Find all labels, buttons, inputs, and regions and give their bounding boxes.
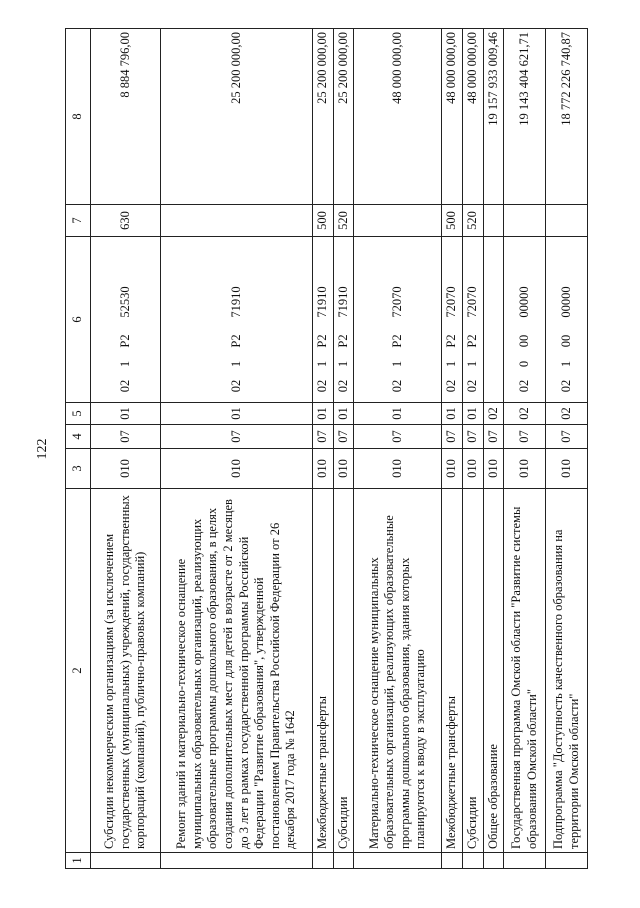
code-subsection: 02 [504,403,546,425]
target-code-part: 71910 [315,286,329,318]
header-cell: 1 [66,853,91,869]
expense-type-code: 500 [313,205,334,237]
code-admin: 010 [442,449,463,489]
amount-cell: 8 884 796,00 [91,29,161,205]
target-code-part: P2 [228,334,243,348]
target-article-code [442,237,463,403]
amount-cell: 25 200 000,00 [333,29,354,205]
target-article-code [483,237,504,403]
code-section: 07 [442,425,463,449]
code-subsection: 01 [161,403,313,425]
page-number: 122 [35,438,50,460]
target-code-part: 02 [117,379,132,393]
target-code-part: 02 [444,379,459,393]
table-row [354,29,442,869]
row-name: Общее образование [483,489,504,853]
code-admin: 010 [313,449,334,489]
target-article-code [546,237,588,403]
amount-cell: 25 200 000,00 [161,29,313,205]
target-code-part: 72070 [464,286,479,318]
table-body [91,29,588,869]
blank-cell [354,853,442,869]
header-cell: 3 [66,449,91,489]
code-section: 07 [483,425,504,449]
expense-type-code [161,205,313,237]
table-row [91,29,161,869]
code-section: 07 [504,425,546,449]
target-code-part: P2 [117,334,132,348]
header-cell: 7 [66,205,91,237]
code-subsection: 01 [442,403,463,425]
target-code-part: 52530 [117,286,132,318]
target-code-part: 00 [558,334,573,348]
code-section: 07 [91,425,161,449]
amount-cell: 48 000 000,00 [442,29,463,205]
target-code-part: P2 [464,334,479,348]
target-article-code [91,237,161,403]
amount-cell: 48 000 000,00 [462,29,483,205]
amount-cell: 25 200 000,00 [313,29,334,205]
target-code-part: 0 [516,360,531,368]
blank-cell [333,853,354,869]
header-cell: 5 [66,403,91,425]
target-code-part: P2 [315,334,329,348]
code-subsection: 01 [462,403,483,425]
amount-cell: 19 157 933 009,46 [483,29,504,205]
code-admin: 010 [354,449,442,489]
row-name: Субсидии [462,489,483,853]
blank-cell [483,853,504,869]
header-cell: 2 [66,489,91,853]
code-admin: 010 [546,449,588,489]
row-name: Субсидии [333,489,354,853]
row-name: Государственная программа Омской области "Развитие системы образования Омской области" [504,489,546,853]
amount-cell: 48 000 000,00 [354,29,442,205]
code-subsection: 01 [333,403,354,425]
row-name: Межбюджетные трансферты [313,489,334,853]
blank-cell [442,853,463,869]
amount-cell: 19 143 404 621,71 [504,29,546,205]
target-code-part: 72070 [444,286,459,318]
target-code-part: 1 [335,360,350,368]
target-code-part: 02 [335,379,350,393]
expense-type-code: 520 [462,205,483,237]
target-article-code [504,237,546,403]
table-row [333,29,354,869]
expense-type-code: 630 [91,205,161,237]
target-article-code [313,237,334,403]
target-code-part: 00000 [516,286,531,318]
code-subsection: 02 [483,403,504,425]
rotated-sheet [35,29,581,869]
target-code-part: 00 [516,334,531,348]
expense-type-code: 500 [442,205,463,237]
row-name: Подпрограмма "Доступность качественного образования на территории Омской области" [546,489,588,853]
amount-cell: 18 772 226 740,87 [546,29,588,205]
table-row [483,29,504,869]
code-section: 07 [462,425,483,449]
table-row [442,29,463,869]
target-code-part: 1 [228,360,243,368]
expense-type-code [354,205,442,237]
target-code-part: 02 [558,379,573,393]
target-code-part: 02 [464,379,479,393]
table-row [161,29,313,869]
blank-cell [161,853,313,869]
code-admin: 010 [91,449,161,489]
row-name: Ремонт зданий и материально-техническое оснащение муниципальных образовательных организаций, реализующих образовательные программы дошкольного образования, в целях создания дополнительных мест для детей в возрасте от 2 месяцев до 3 лет в рамках государственной программы Российской Федерации "Развитие образования", утвержденной постановлением Правительства Российской Федерации от 26 декабря 2017 года № 1642 [161,489,313,853]
code-section: 07 [161,425,313,449]
table-row [504,29,546,869]
target-code-part: 71910 [335,286,350,318]
target-code-part: 02 [315,379,329,393]
target-article-code [354,237,442,403]
code-subsection: 01 [313,403,334,425]
target-code-part: P2 [389,334,404,348]
code-section: 07 [333,425,354,449]
row-name: Субсидии некоммерческим организациям (за исключением государственных (муниципальных) учреждений, государственных корпораций (компаний), публично-правовых компаний) [91,489,161,853]
target-code-part: 02 [389,379,404,393]
code-admin: 010 [504,449,546,489]
blank-cell [546,853,588,869]
code-admin: 010 [333,449,354,489]
target-article-code [462,237,483,403]
target-code-part: P2 [444,334,459,348]
target-code-part: 72070 [389,286,404,318]
code-admin: 010 [462,449,483,489]
target-code-part: 1 [558,360,573,368]
code-admin: 010 [161,449,313,489]
table-row [313,29,334,869]
code-section: 07 [354,425,442,449]
budget-table [65,28,588,869]
header-cell: 6 [66,237,91,403]
code-admin: 010 [483,449,504,489]
target-code-part: 1 [389,360,404,368]
target-code-part: 02 [516,379,531,393]
target-article-code [161,237,313,403]
target-article-code [333,237,354,403]
expense-type-code [483,205,504,237]
blank-cell [313,853,334,869]
target-code-part: 1 [464,360,479,368]
target-code-part: 1 [117,360,132,368]
header-cell: 8 [66,29,91,205]
code-subsection: 01 [91,403,161,425]
blank-cell [462,853,483,869]
table-row [546,29,588,869]
target-code-part: 71910 [228,286,243,318]
code-subsection: 01 [354,403,442,425]
target-code-part: 1 [444,360,459,368]
expense-type-code: 520 [333,205,354,237]
code-section: 07 [313,425,334,449]
code-subsection: 02 [546,403,588,425]
target-code-part: 1 [315,360,329,368]
expense-type-code [546,205,588,237]
row-name: Межбюджетные трансферты [442,489,463,853]
target-code-part: 02 [228,379,243,393]
target-code-part: 00000 [558,286,573,318]
target-code-part: P2 [335,334,350,348]
row-name: Материально-техническое оснащение муниципальных образовательных организаций, реализующих образовательные программы дошкольного образования, здания которых планируются к вводу в эксплуатацию [354,489,442,853]
code-section: 07 [546,425,588,449]
table-row [462,29,483,869]
header-cell: 4 [66,425,91,449]
blank-cell [504,853,546,869]
blank-cell [91,853,161,869]
expense-type-code [504,205,546,237]
header-row [66,29,91,869]
